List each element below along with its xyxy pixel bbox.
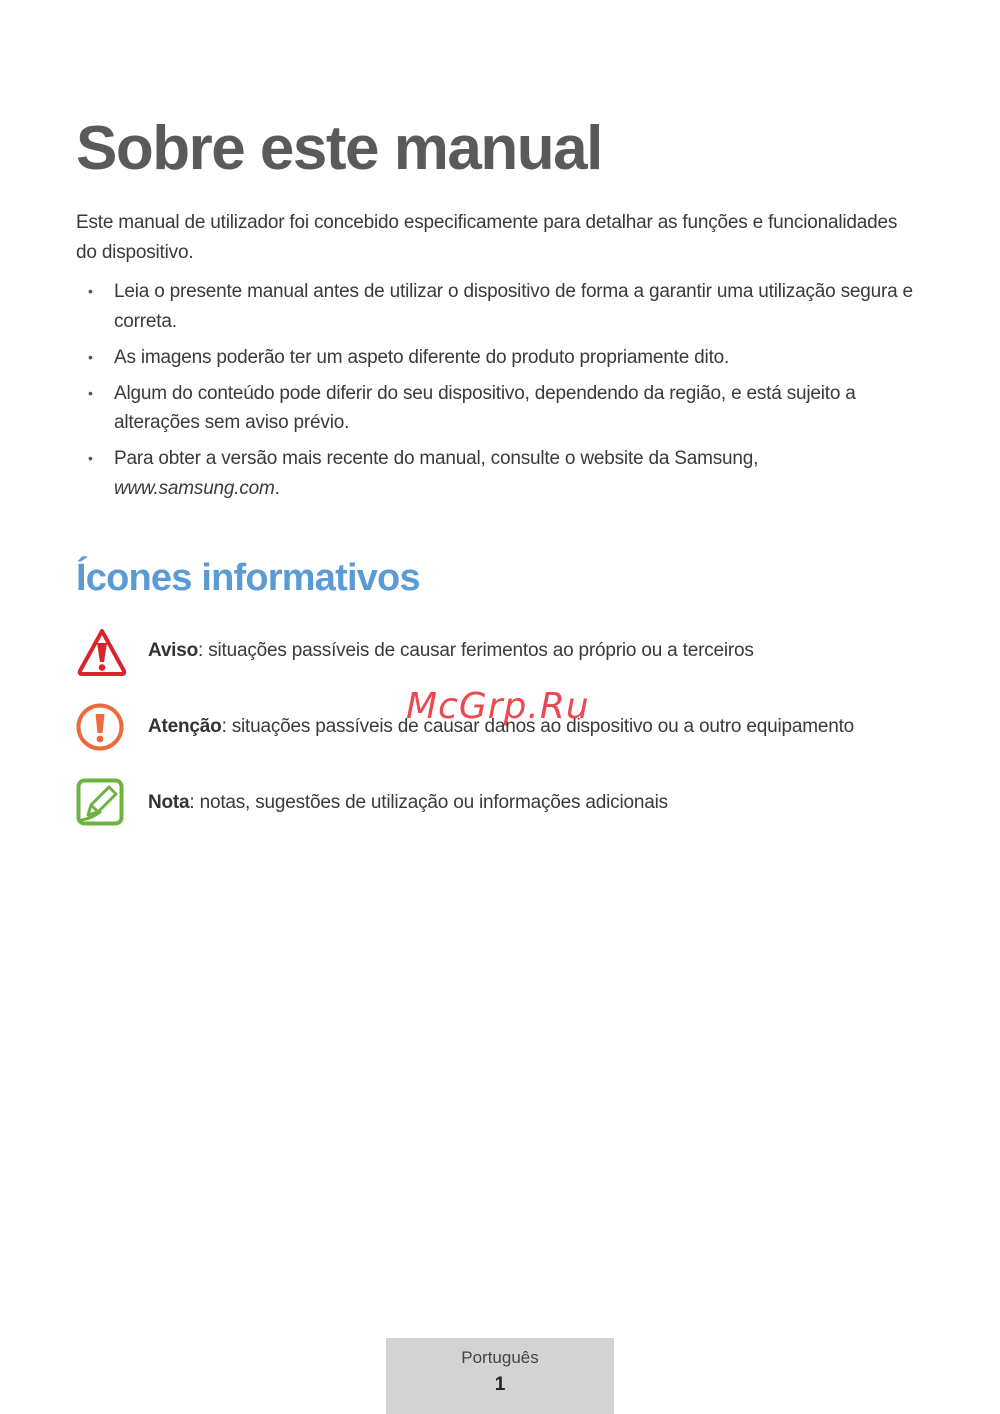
list-item	[76, 444, 922, 503]
caution-text: : situações passíveis de causar danos ao dispositivo ou a outro equipamento	[221, 716, 855, 737]
bullet-list	[76, 277, 922, 510]
note-description	[148, 790, 668, 816]
bullet-text: Leia o presente manual antes de utilizar o dispositivo de forma a garantir uma utilização segura e correta.	[114, 281, 913, 332]
list-item	[76, 277, 922, 336]
bullet-link-suffix: .	[274, 477, 280, 499]
warning-text: : situações passíveis de causar ferimentos ao próprio ou a terceiros	[198, 640, 754, 661]
page-number: 1	[494, 1374, 506, 1395]
page-footer	[386, 1338, 614, 1414]
section-title: Ícones informativos	[76, 557, 420, 599]
caution-circle-icon	[76, 702, 128, 754]
note-term: Nota	[148, 792, 190, 813]
warning-triangle-icon	[76, 626, 128, 678]
info-row-note	[76, 778, 936, 830]
note-text: : notas, sugestões de utilização ou informações adicionais	[189, 792, 668, 813]
bullet-text: Algum do conteúdo pode diferir do seu dispositivo, dependendo da região, e está sujeito a alterações sem aviso prévio.	[114, 382, 856, 433]
bullet-text: As imagens poderão ter um aspeto diferente do produto propriamente dito.	[114, 346, 730, 368]
watermark: McGrp.Ru	[406, 686, 590, 727]
info-row-warning	[76, 626, 936, 678]
bullet-marker: •	[88, 283, 93, 299]
bullet-marker: •	[88, 384, 93, 401]
bullet-marker: •	[88, 348, 93, 365]
page-title: Sobre este manual	[76, 114, 602, 183]
list-item	[76, 343, 922, 373]
warning-description	[148, 638, 754, 664]
list-item	[76, 379, 922, 438]
note-pencil-icon	[76, 778, 128, 830]
footer-language: Português	[461, 1348, 539, 1367]
bullet-marker: •	[88, 450, 93, 466]
bullet-text: Para obter a versão mais recente do manual, consulte o website da Samsung,	[114, 448, 759, 469]
warning-term: Aviso	[148, 640, 199, 661]
intro-paragraph: Este manual de utilizador foi concebido especificamente para detalhar as funções e funcionalidades do dispositivo.	[76, 212, 898, 263]
samsung-website-link[interactable]: www.samsung.com	[114, 477, 275, 499]
caution-term: Atenção	[148, 716, 222, 737]
